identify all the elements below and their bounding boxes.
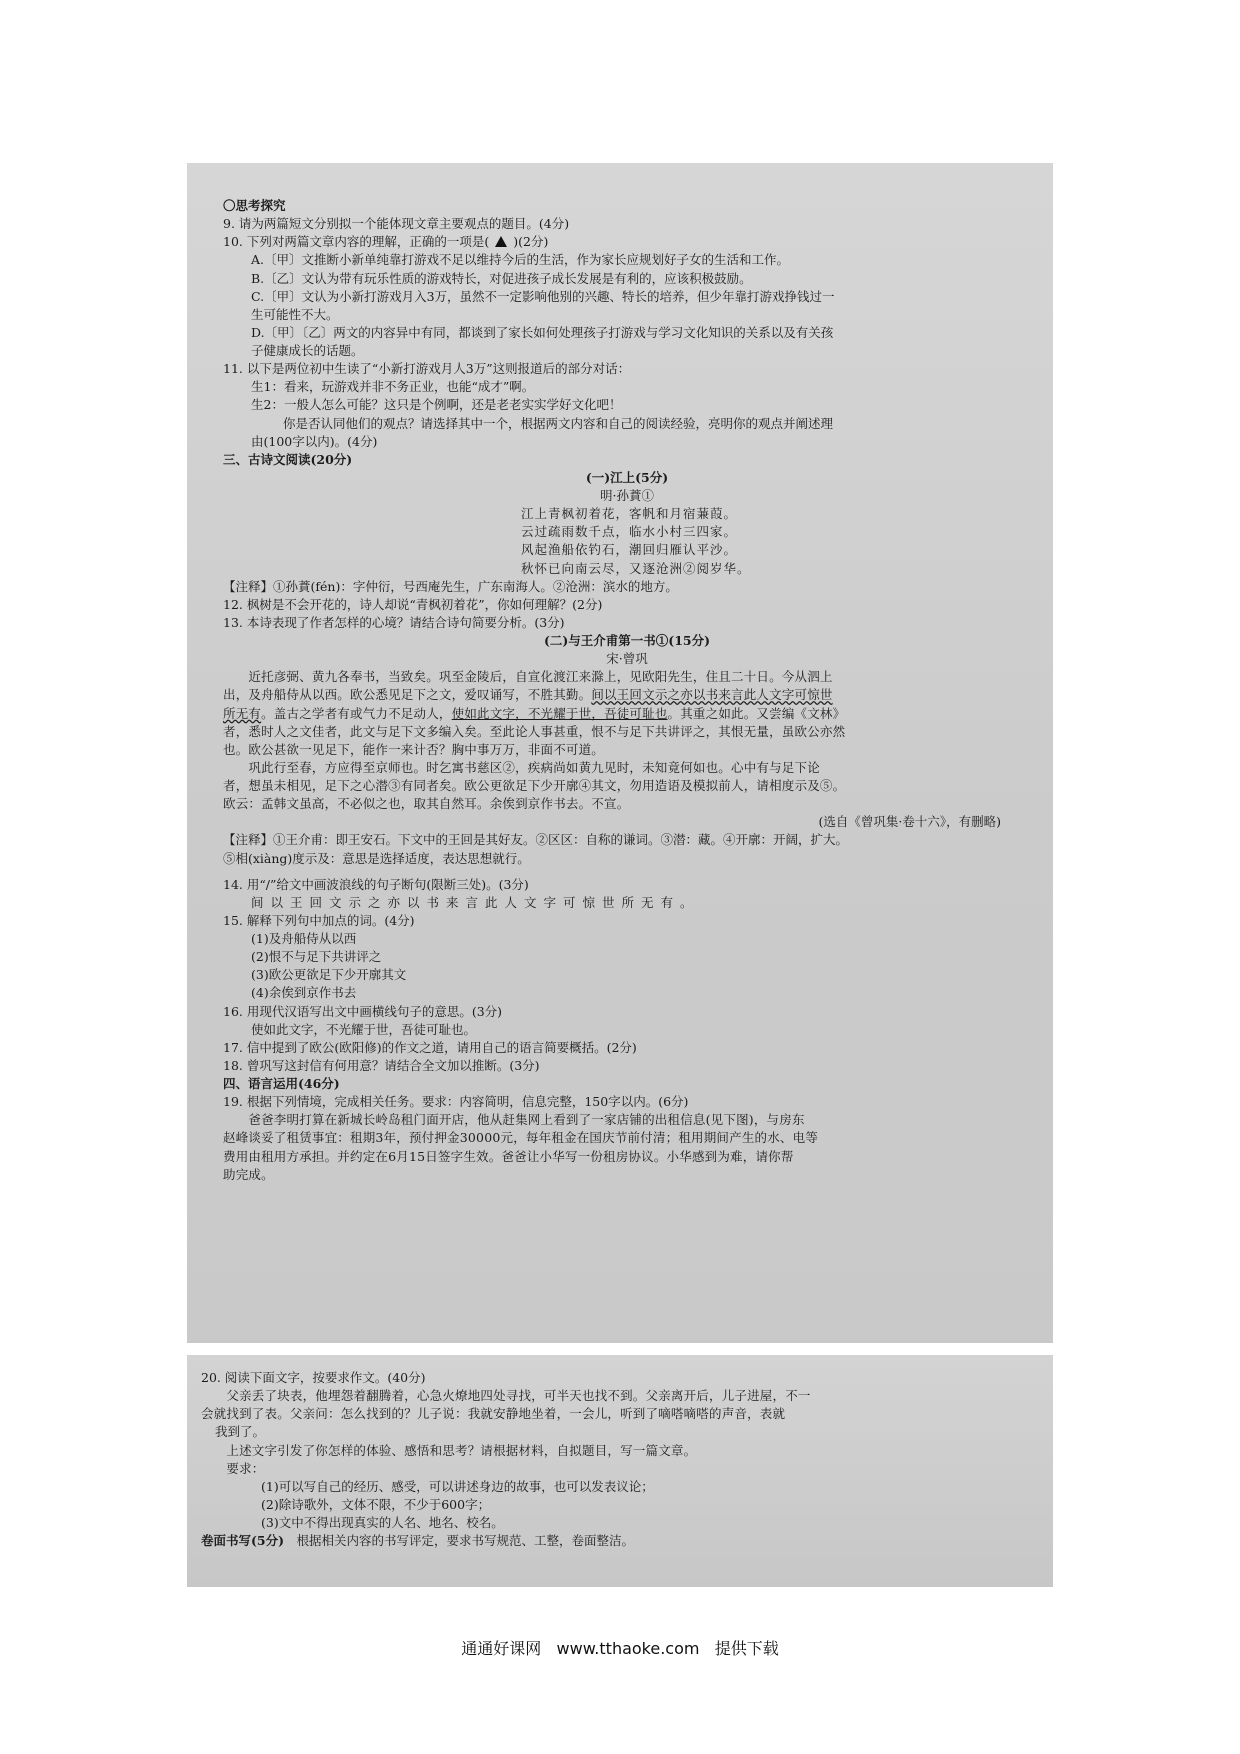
option-a: A.〔甲〕文推断小新单纯靠打游戏不足以维持今后的生活，作为家长应规划好子女的生活和工作。 [251,252,790,268]
question-10 [223,233,1031,251]
option-d-line2: 子健康成长的话题。 [251,343,364,358]
option-c-line2: 生可能性不大。 [251,306,339,322]
question-15-item-4: (4)余俟到京作书去 [251,985,357,1001]
prose-source: (选自《曾巩集·卷十六》，有删略) [818,814,1001,830]
requirement-1: (1)可以写自己的经历、感受，可以讲述身边的故事，也可以发表议论； [261,1478,654,1494]
poem-line-2: 云过疏雨数千点，临水小村三四家。 [521,524,738,540]
prose-para1-line5: 也。欧公甚欲一见足下，能作一来计否？胸中事万万，非面不可道。 [223,741,605,757]
prose-title: (二)与王介甫第一书①(15分) [543,633,711,648]
prose-para2-line2: 者，想虽未相见，足下之心潜③有同者矣。欧公更欲足下少开廓④其文，勿用造语及模拟前人，请相度示及⑤。 [223,778,846,793]
wavy-underlined-sentence: 间以王回文示之亦以书来言此人文字可惊世 [591,687,833,703]
exam-photo-top [187,163,1053,1343]
question-10-tail: )(2分) [513,234,549,250]
question-19-line4: 助完成。 [223,1166,274,1182]
poem-line-1: 江上青枫初着花，客帆和月宿蒹葭。 [521,506,738,522]
question-16-text: 使如此文字，不光耀于世，吾徒可耻也。 [251,1021,477,1037]
question-15-item-2: (2)恨不与足下共讲评之 [251,949,382,965]
question-9: 9. 请为两篇短文分别拟一个能体现文章主要观点的题目。(4分) [223,216,570,232]
underlined-sentence: 使如此文字，不光耀于世，吾徒可耻也 [451,705,668,721]
question-11: 11. 以下是两位初中生读了“小新打游戏月人3万”这则报道后的部分对话： [223,361,631,377]
question-14: 14. 用“/”给文中画波浪线的句子断句(限断三处)。(3分) [223,876,529,892]
question-20: 20. 阅读下面文字，按要求作文。(40分) [201,1370,426,1385]
prose-author: 宋·曾巩 [606,651,648,667]
question-20-line1: 父亲丢了块表，他埋怨着翻腾着，心急火燎地四处寻找，可半天也找不到。父亲离开后，儿子进屋，不一 [201,1388,811,1404]
poem-line-4: 秋怀已向南云尽，又逐沧洲②阅岁华。 [521,560,751,576]
question-12: 12. 枫树是不会开花的，诗人却说“青枫初着花”，你如何理解？(2分) [223,596,603,612]
question-16: 16. 用现代汉语写出文中画横线句子的意思。(3分) [223,1003,503,1019]
question-11-ask-line1: 你是否认同他们的观点？请选择其中一个，根据两文内容和自己的阅读经验，亮明你的观点并阐述理 [283,415,834,431]
prose-para1-line2 [223,686,1031,704]
prose-note-line2: ⑤相(xiàng)度示及：意思是选择适度，表达思想就行。 [223,850,530,866]
option-c-line1: C.〔甲〕文认为小新打游戏月入3万，虽然不一定影响他别的兴趣、特长的培养，但少年靠打游戏挣钱过一 [251,288,835,304]
prose-para1-line4: 者，悉时人之文佳者，此文与足下文多编入矣。至此论人事甚重，恨不与足下共讲评之，其恨无量，虽欧公亦然 [223,723,846,739]
question-11-ask-line2: 由(100字以内)。(4分) [251,433,378,449]
option-b: B.〔乙〕文认为带有玩乐性质的游戏特长，对促进孩子成长发展是有利的，应该积极鼓励。 [251,270,752,286]
question-20-line4: 上述文字引发了你怎样的体验、感悟和思考？请根据材料，自拟题目，写一篇文章。 [201,1442,697,1458]
poem-title: (一)江上(5分) [585,469,669,485]
question-18: 18. 曾巩写这封信有何用意？请结合全文加以推断。(3分) [223,1057,540,1073]
download-footer [0,1636,1240,1659]
requirement-2: (2)除诗歌外，文体不限，不少于600字； [261,1496,491,1512]
question-20-requirements: 要求： [201,1460,265,1476]
section-heading-language: 四、语言运用(46分) [223,1076,340,1091]
handwriting-text: 根据相关内容的书写评定，要求书写规范、工整，卷面整洁。 [296,1533,635,1549]
prose-para1-line1: 近托彦弼、黄九各奉书，当致矣。巩至金陵后，自宣化渡江来滁上，见欧阳先生，住且二十日。今从泗上 [223,669,833,685]
section-heading-think: 〇思考探究 [223,198,286,213]
provide-download-text: 提供下载 [714,1639,779,1658]
prose-text: 。盖古之学者有或气力不足动人， [261,705,452,721]
question-13: 13. 本诗表现了作者怎样的心境？请结合诗句简要分析。(3分) [223,614,565,630]
requirement-3: (3)文中不得出现真实的人名、地名、校名。 [261,1515,504,1530]
wavy-underlined-sentence-end: 所无有 [223,705,262,721]
prose-text: 出，及舟船侍从以西。欧公悉见足下之文，爱叹诵写，不胜其勤。 [223,687,592,703]
student-1-line: 生1：看来，玩游戏并非不务正业，也能“成才”啊。 [251,379,535,395]
question-14-text: 间以王回文示之亦以书来言此人文字可惊世所无有。 [251,894,700,910]
prose-para1-line3 [223,705,1031,723]
question-19-line2: 赵峰谈妥了租赁事宜：租期3年，预付押金30000元，每年租金在国庆节前付清；租用期间产生的水、电等 [223,1130,819,1146]
question-10-head: 10. 下列对两篇文章内容的理解，正确的一项是( [223,234,490,250]
handwriting-label: 卷面书写(5分) [201,1533,285,1549]
question-20-line2: 会就找到了表。父亲问：怎么找到的？儿子说：我就安静地坐着，一会儿，听到了嘀嗒嘀嗒的声音，表就 [201,1406,786,1422]
poem-author: 明·孙蕡① [600,488,654,503]
poem-line-3: 风起渔船依钓石，潮回归雁认平沙。 [521,542,738,558]
handwriting-line [201,1532,1031,1550]
site-name: 通通好课网 [461,1639,542,1658]
site-url[interactable]: www.tthaoke.com [556,1639,700,1658]
prose-para2-line1: 巩此行至春，方应得至京师也。时乞寓书慈区②，疾病尚如黄九见时，未知竟何如也。心中有与足下论 [223,759,820,775]
prose-text: 。其重之如此。又尝编《文林》 [667,705,846,721]
question-15: 15. 解释下列句中加点的词。(4分) [223,912,415,928]
option-d-line1: D.〔甲〕〔乙〕两文的内容异中有同，都谈到了家长如何处理孩子打游戏与学习文化知识的关系以及有关孩 [251,324,834,340]
question-20-line3: 我到了。 [215,1424,266,1440]
question-15-item-3: (3)欧公更欲足下少开廓其文 [251,967,407,983]
question-17: 17. 信中提到了欧公(欧阳修)的作文之道，请用自己的语言简要概括。(2分) [223,1039,637,1055]
section-heading-classical: 三、古诗文阅读(20分) [223,451,353,467]
poem-note: 【注释】①孙蕡(fén)：字仲衍，号西庵先生，广东南海人。②沧洲：滨水的地方。 [223,578,678,594]
question-15-item-1: (1)及舟船侍从以西 [251,931,357,946]
triangle-icon [495,236,507,247]
student-2-line: 生2：一般人怎么可能？这只是个例啊，还是老老实实学好文化吧！ [251,397,622,413]
question-19-line1: 爸爸李明打算在新城长岭岛租门面开店，他从赶集网上看到了一家店铺的出租信息(见下图)，与房东 [223,1112,805,1128]
exam-photo-bottom [187,1355,1053,1587]
prose-note-line1: 【注释】①王介甫：即王安石。下文中的王回是其好友。②区区：自称的谦词。③潜：藏。④开廓：开阔，扩大。 [223,832,849,848]
question-19-line3: 费用由租用方承担。并约定在6月15日签字生效。爸爸让小华写一份租房协议。小华感到为难，请你帮 [223,1148,794,1164]
spacer [223,868,1031,876]
question-19: 19. 根据下列情境，完成相关任务。要求：内容简明，信息完整，150字以内。(6分) [223,1094,689,1110]
prose-para2-line3: 欧云：孟韩文虽高，不必似之也，取其自然耳。余俟到京作书去。不宣。 [223,796,630,812]
